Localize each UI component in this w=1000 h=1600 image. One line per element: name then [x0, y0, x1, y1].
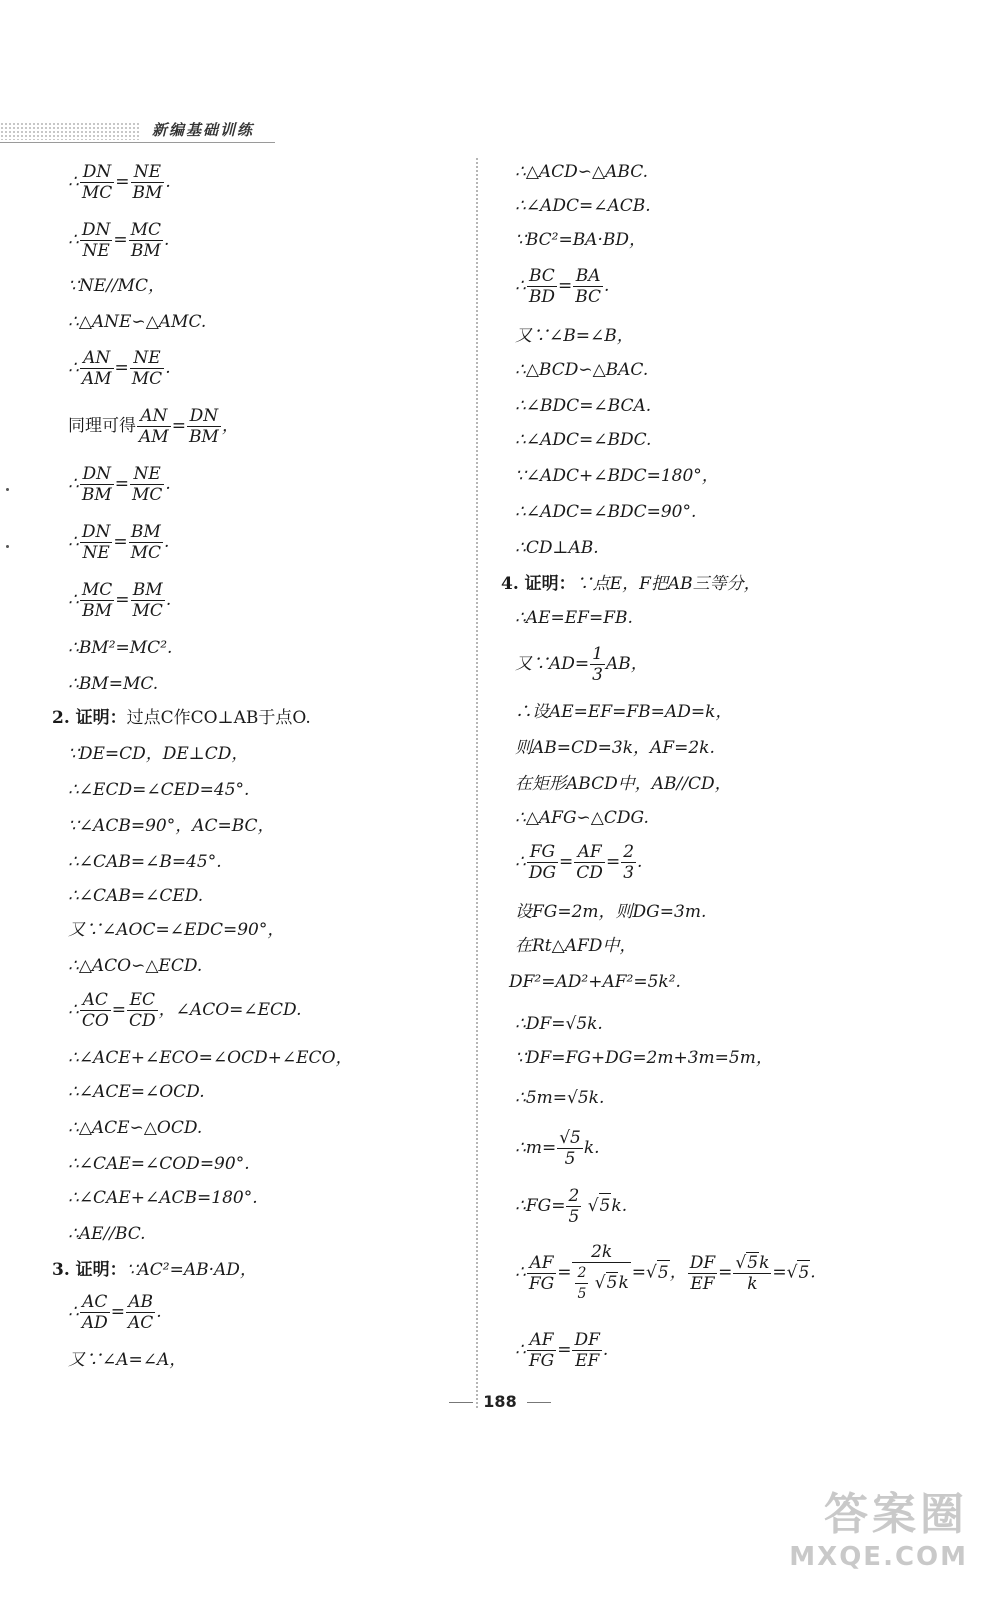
header-dot-band — [0, 122, 140, 140]
solution-line: 又∵∠A=∠A， — [68, 1350, 187, 1370]
solution-line: ∴ $\frac{DN}{MC}$ = $\frac{NE}{BM}$ . — [68, 162, 171, 203]
solution-line: ∴∠ADC=∠BDC=90°. — [515, 502, 697, 522]
solution-line: 设FG=2m，则DG=3m. — [515, 902, 707, 922]
solution-line: ∴∠ACE+∠ECO=∠OCD+∠ECO， — [68, 1048, 353, 1068]
solution-line: 同理可得 $\frac{AN}{AM}$ = $\frac{DN}{BM}$ ， — [68, 406, 239, 447]
solution-line: ∴∠CAB=∠CED. — [68, 886, 204, 906]
solution-line: ∴DF=√5k. — [515, 1014, 603, 1034]
problem-3-heading: 3. 证明：∵AC²=AB·AD， — [52, 1260, 257, 1280]
page-number: 188 — [0, 1392, 1000, 1411]
solution-line: ∴△BCD∽△BAC. — [515, 360, 649, 380]
solution-line: ∴m= $\frac{√5}{5}$ k. — [515, 1128, 600, 1169]
solution-line: 又∵AD= $\frac{1}{3}$ AB， — [515, 644, 648, 685]
solution-line: ∴ $\frac{AC}{AD}$ = $\frac{AB}{AC}$ . — [68, 1292, 162, 1333]
solution-line: ∵DE=CD，DE⊥CD， — [68, 744, 249, 764]
solution-line: ∴BM=MC. — [68, 674, 159, 694]
solution-line: ∴∠ACE=∠OCD. — [68, 1082, 205, 1102]
watermark — [789, 1478, 968, 1572]
solution-line: ∵∠ADC+∠BDC=180°， — [515, 466, 719, 486]
solution-line: ∵∠ACB=90°，AC=BC， — [68, 816, 275, 836]
solution-line: ∴ $\frac{AN}{AM}$ = $\frac{NE}{MC}$ . — [68, 348, 171, 389]
solution-line: 又∵∠AOC=∠EDC=90°， — [68, 920, 285, 940]
solution-line: ∴设AE=EF=FB=AD=k， — [515, 702, 733, 722]
solution-line: 则AB=CD=3k，AF=2k. — [515, 738, 715, 758]
solution-line: ∴ $\frac{MC}{BM}$ = $\frac{BM}{MC}$ . — [68, 580, 172, 621]
problem-4-heading: 4. 证明：∵点E，F把AB三等分， — [501, 574, 761, 594]
scan-speck — [6, 545, 9, 548]
watermark-line-2: MXQE.COM — [789, 1542, 968, 1572]
solution-line: DF²=AD²+AF²=5k². — [509, 972, 681, 992]
solution-line: ∴ $\frac{BC}{BD}$ = $\frac{BA}{BC}$ . — [515, 266, 610, 307]
solution-line: ∴CD⊥AB. — [515, 538, 599, 558]
solution-line: ∴ $\frac{AC}{CO}$ = $\frac{EC}{CD}$ ，∠ACO=∠ECD. — [68, 990, 302, 1031]
solution-line: ∴∠BDC=∠BCA. — [515, 396, 652, 416]
solution-line: ∴AE=EF=FB. — [515, 608, 633, 628]
solution-line: ∴△AFG∽△CDG. — [515, 808, 649, 828]
solution-line: ∴ $\frac{FG}{DG}$ = $\frac{AF}{CD}$ = $\frac{2}{3}$ . — [515, 842, 643, 883]
solution-line: ∴BM²=MC². — [68, 638, 173, 658]
solution-line: ∴△ACD∽△ABC. — [515, 162, 649, 182]
solution-line: ∴FG= $\frac{2}{5}$ √5k. — [515, 1186, 628, 1227]
solution-line: ∴AE//BC. — [68, 1224, 146, 1244]
solution-line: ∴∠ADC=∠ACB. — [515, 196, 651, 216]
solution-line: ∴ $\frac{DN}{NE}$ = $\frac{MC}{BM}$ . — [68, 220, 170, 261]
solution-line: ∴ $\frac{AF}{FG}$ = 2k $\frac{2}{5}$ √5k =√5， $\frac{DF}{EF}$ = $\frac{√5k}{k}$ =√5. — [515, 1242, 816, 1302]
solution-line: ∴∠ECD=∠CED=45°. — [68, 780, 250, 800]
solution-line: ∴5m=√5k. — [515, 1088, 605, 1108]
solution-line: 在Rt△AFD中， — [515, 936, 637, 956]
header-rule — [0, 142, 275, 143]
solution-line: ∵BC²=BA·BD， — [515, 230, 646, 250]
solution-line: ∴∠CAB=∠B=45°. — [68, 852, 222, 872]
solution-line: ∵NE//MC， — [68, 276, 165, 296]
solution-line: ∴∠ADC=∠BDC. — [515, 430, 652, 450]
scan-speck — [6, 488, 9, 491]
solution-line: ∴△ACE∽△OCD. — [68, 1118, 203, 1138]
solution-line: ∴△ACO∽△ECD. — [68, 956, 203, 976]
header-title: 新编基础训练 — [152, 121, 255, 139]
solution-line: ∴△ANE∽△AMC. — [68, 312, 207, 332]
solution-line: ∴∠CAE+∠ACB=180°. — [68, 1188, 258, 1208]
problem-2-heading: 2. 证明：过点C作CO⊥AB于点O. — [52, 708, 311, 728]
column-divider — [476, 158, 478, 1408]
solution-line: ∴ $\frac{DN}{NE}$ = $\frac{BM}{MC}$ . — [68, 522, 170, 563]
solution-line: 在矩形ABCD中，AB//CD， — [515, 774, 732, 794]
watermark-line-1: 答案圈 — [824, 1489, 968, 1540]
solution-line: 又∵∠B=∠B， — [515, 326, 634, 346]
solution-line: ∵DF=FG+DG=2m+3m=5m， — [515, 1048, 773, 1068]
solution-line: ∴∠CAE=∠COD=90°. — [68, 1154, 250, 1174]
solution-line: ∴ $\frac{DN}{BM}$ = $\frac{NE}{MC}$ . — [68, 464, 171, 505]
solution-line: ∴ $\frac{AF}{FG}$ = $\frac{DF}{EF}$ . — [515, 1330, 609, 1371]
